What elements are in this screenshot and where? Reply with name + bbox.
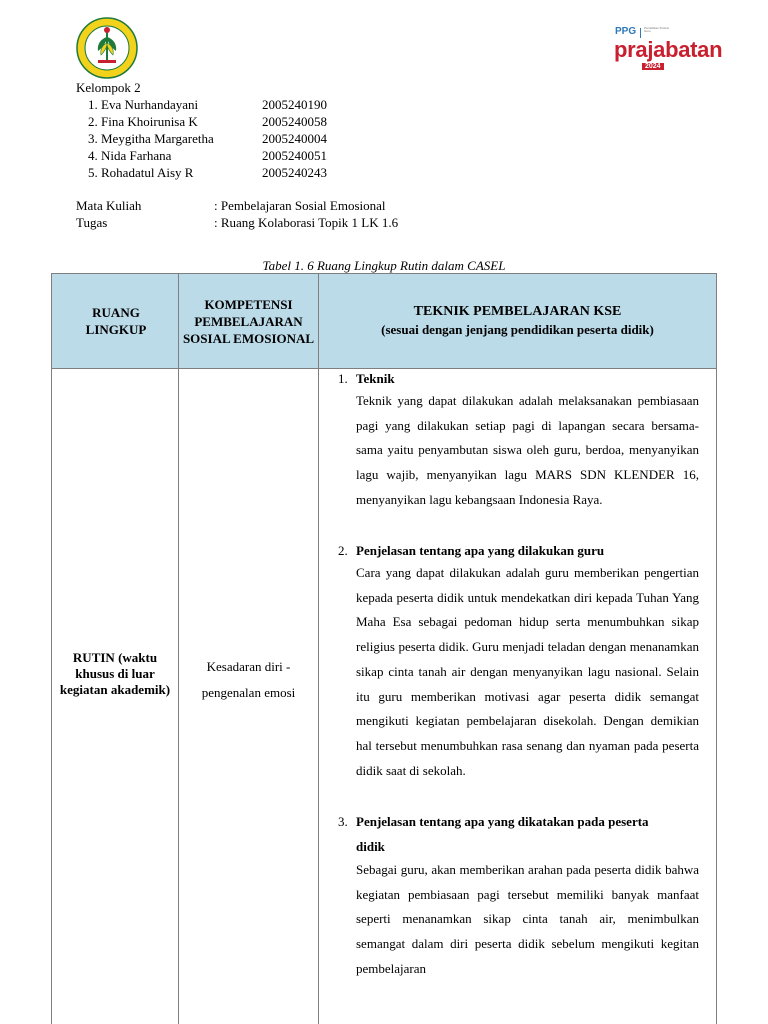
member-id: 2005240004 <box>262 131 327 146</box>
prajabatan-wordmark: prajabatan <box>614 37 723 62</box>
item-number: 3. <box>338 814 348 829</box>
university-emblem-icon <box>76 17 138 79</box>
item-heading-continued: didik <box>356 839 385 854</box>
competency-cell: Kesadaran diri - pengenalan emosi <box>201 659 296 700</box>
item-heading: Penjelasan tentang apa yang dikatakan pada peserta <box>356 814 649 829</box>
year-badge: 2024 <box>642 63 664 70</box>
ppg-prajabatan-logo <box>606 18 723 76</box>
item-text: Sebagai guru, akan memberikan arahan pada peserta didik bahwa kegiatan pembiasaan pagi tersebut memiliki banyak manfaat seperti menanamkan sikap cinta tanah air, menimbulkan semangat dalam diri peserta didik sebelum mengikuti kegitan pembelajaran <box>356 862 699 976</box>
member-name: 1. Eva Nurhandayani <box>88 97 199 112</box>
member-id: 2005240243 <box>262 165 327 180</box>
column-divider <box>318 274 319 1024</box>
member-id: 2005240051 <box>262 148 327 163</box>
member-name: 3. Meygitha Margaretha <box>88 131 214 146</box>
header-teknik <box>319 274 716 368</box>
scope-cell: RUTIN (waktu khusus di luar kegiatan akademik) <box>59 650 171 697</box>
header-ruang-lingkup: RUANG LINGKUP <box>85 305 147 337</box>
header-teknik-title: TEKNIK PEMBELAJARAN KSE <box>413 304 622 319</box>
header-kompetensi: KOMPETENSI PEMBELAJARAN SOSIAL EMOSIONAL <box>182 296 315 346</box>
item-number: 1. <box>338 371 348 386</box>
column-divider <box>178 274 179 1024</box>
member-id: 2005240190 <box>262 97 327 112</box>
member-id: 2005240058 <box>262 114 327 129</box>
table-caption: Tabel 1. 6 Ruang Lingkup Rutin dalam CASEL <box>262 258 506 273</box>
course-value: : Pembelajaran Sosial Emosional <box>214 198 386 213</box>
item-text: Cara yang dapat dilakukan adalah guru memberikan pengertian kepada peserta didik untuk mendekatkan diri kepada Tuhan Yang Maha Esa sebagai pedoman hidup serta menumbuhkan sikap religius peserta didik. Guru menjadi teladan dengan menanamkan sikap cinta tanah air dengan menyanyikan lagu nasional. Selain itu guru memberikan motivasi agar peserta didik semangat mengikuti kegiatan pembelajaran disekolah. Dengan demikian hal tersebut menumbuhkan rasa senang dan nyaman pada peserta didik saat di sekolah. <box>356 565 699 778</box>
ppg-subtitle: Pendidikan Profesi Guru <box>644 26 670 33</box>
item-heading: Penjelasan tentang apa yang dilakukan guru <box>356 543 605 558</box>
ppg-label: PPG <box>615 26 637 37</box>
task-label: Tugas <box>76 215 108 230</box>
casel-table <box>51 273 717 1024</box>
group-title: Kelompok 2 <box>76 80 141 95</box>
header-teknik-subtitle: (sesuai dengan jenjang pendidikan peserta didik) <box>381 322 654 337</box>
item-heading: Teknik <box>356 371 395 386</box>
item-number: 2. <box>338 543 348 558</box>
course-label: Mata Kuliah <box>76 198 142 213</box>
member-name: 2. Fina Khoirunisa K <box>88 114 198 129</box>
member-name: 4. Nida Farhana <box>88 148 172 163</box>
member-name: 5. Rohadatul Aisy R <box>88 165 194 180</box>
task-value: : Ruang Kolaborasi Topik 1 LK 1.6 <box>214 215 399 230</box>
item-text: Teknik yang dapat dilakukan adalah melaksanakan pembiasaan pagi yang dilakukan setiap pagi di lapangan secara bersama- sama yaitu penyambutan siswa oleh guru, berdoa, menyanyikan lagu wajib, menyanyikan lagu MARS SDN KLENDER 16, menyanyikan lagu kebangsaan Indonesia Raya. <box>356 393 699 507</box>
